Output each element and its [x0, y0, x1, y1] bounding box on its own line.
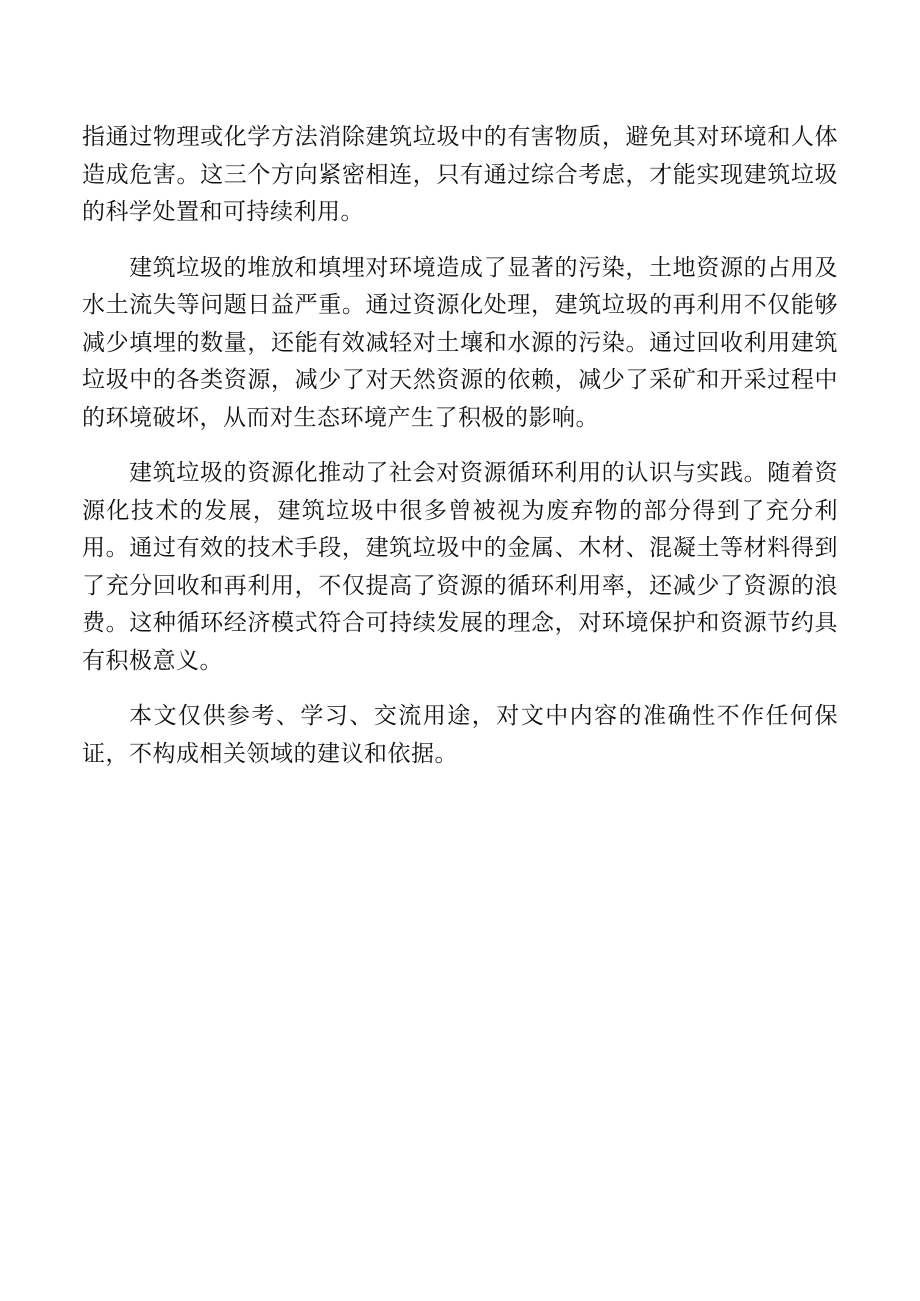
paragraph-environmental-impact: 建筑垃圾的堆放和填埋对环境造成了显著的污染，土地资源的占用及水土流失等问题日益严重。通过资源化处理，建筑垃圾的再利用不仅能够减少填埋的数量，还能有效减轻对土壤和水源的污染。通过回收利用建筑垃圾中的各类资源，减少了对天然资源的依赖，减少了采矿和开采过程中的环境破坏，从而对生态环境产生了积极的影响。 [82, 254, 838, 431]
paragraph-continuation: 指通过物理或化学方法消除建筑垃圾中的有害物质，避免其对环境和人体造成危害。这三个方向紧密相连，只有通过综合考虑，才能实现建筑垃圾的科学处置和可持续利用。 [82, 124, 838, 225]
paragraph-resource-recycling: 建筑垃圾的资源化推动了社会对资源循环利用的认识与实践。随着资源化技术的发展，建筑垃圾中很多曾被视为废弃物的部分得到了充分利用。通过有效的技术手段，建筑垃圾中的金属、木材、混凝土等材料得到了充分回收和再利用，不仅提高了资源的循环利用率，还减少了资源的浪费。这种循环经济模式符合可持续发展的理念，对环境保护和资源节约具有积极意义。 [82, 460, 838, 674]
paragraph-disclaimer: 本文仅供参考、学习、交流用途，对文中内容的准确性不作任何保证，不构成相关领域的建议和依据。 [82, 703, 838, 767]
document-page [82, 119, 838, 791]
